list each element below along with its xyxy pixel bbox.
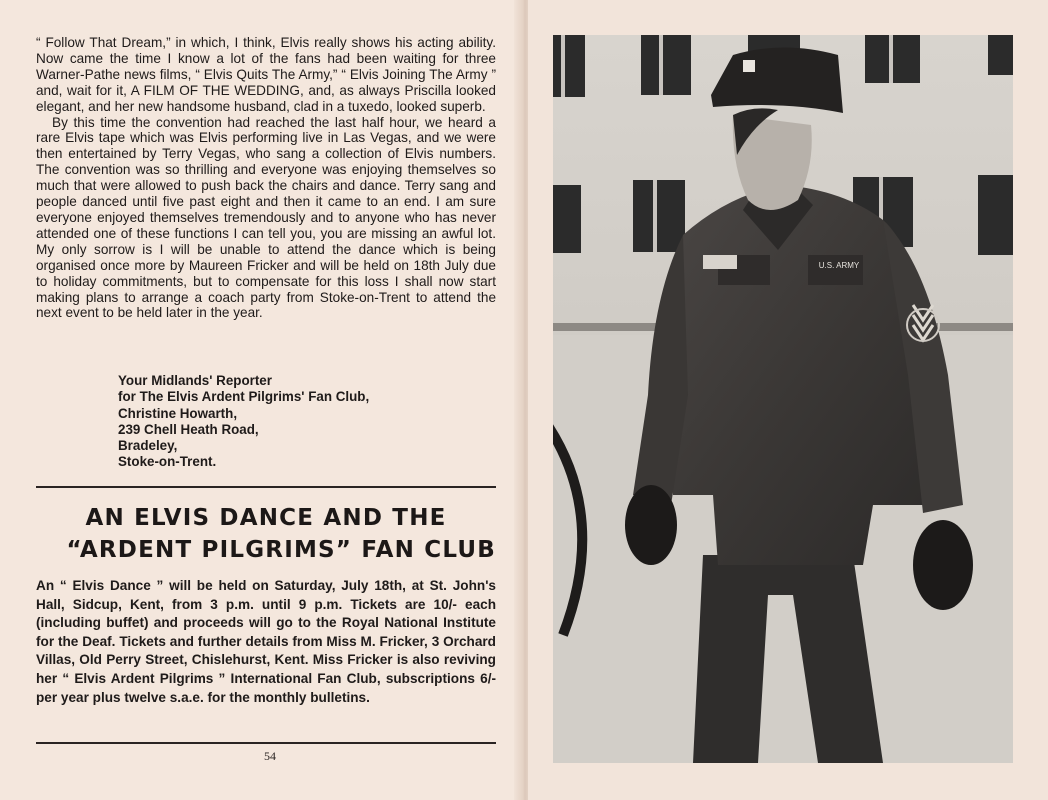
soldier-photograph	[553, 35, 1013, 763]
army-badge-text: U.S. ARMY	[818, 261, 860, 270]
reporter-signature	[118, 373, 448, 471]
left-page	[0, 0, 520, 800]
notice-headline	[36, 502, 496, 566]
signature-line: for The Elvis Ardent Pilgrims' Fan Club,	[118, 389, 370, 405]
signature-line: Stoke-on-Trent.	[118, 454, 217, 470]
headline-line: AN ELVIS DANCE AND THE	[85, 505, 447, 531]
headline-line: “ARDENT PILGRIMS” FAN CLUB	[66, 537, 496, 563]
page-number: 54	[264, 749, 276, 763]
divider-rule	[36, 486, 496, 488]
signature-line: 239 Chell Heath Road,	[118, 421, 259, 437]
signature-line: Bradeley,	[118, 438, 178, 454]
signature-line: Christine Howarth,	[118, 405, 238, 421]
dance-notice: An “ Elvis Dance ” will be held on Saturday, July 18th, at St. John's Hall, Sidcup, Kent, from 3 p.m. until 9 p.m. Tickets are 10/- each (including buffet) and proceeds will go to the Royal National Institute for the Deaf. Tickets and further details from Miss M. Fricker, 3 Orchard Villas, Old Perry Street, Chislehurst, Kent. Miss Fricker is also reviving her “ Elvis Ardent Pilgrims ” International Fan Club, subscriptions 6/- per year plus twelve s.a.e. for the monthly bulletins.	[36, 578, 496, 705]
article-body	[36, 35, 496, 321]
divider-rule	[36, 742, 496, 744]
article-paragraph: “ Follow That Dream,” in which, I think, Elvis really shows his acting ability. Now came the time I know a lot of the fans had been waiting for three Warner-Pathe news films, “ Elvis Quits The Army,” “ Elvis Joining The Army ” and, wait for it, A FILM OF THE WEDDING, and, as always Priscilla looked elegant, and her new handsome husband, clad in a tuxedo, looked superb.	[36, 35, 496, 114]
article-paragraph: By this time the convention had reached the last half hour, we heard a rare Elvis tape which was Elvis performing live in Las Vegas, and we were then entertained by Terry Vegas, who sang a collection of Elvis numbers. The convention was so thrilling and everyone was enjoying themselves so much that were allowed to push back the chairs and dance. Terry sang and people danced until five past eight and then it came to an end. I am sure everyone enjoyed themselves tremendously and to anyone who has never attended one of these functions I can tell you, you are missing an awful lot. My only sorrow is I will be unable to attend the dance which is being organised once more by Maureen Fricker and will be held on 18th July due to holiday commitments, but to compensate for this loss I shall now start making plans to arrange a coach party from Stoke-on-Trent to attend the next event to be held later in the year.	[36, 114, 496, 321]
signature-line: Your Midlands' Reporter	[118, 373, 272, 388]
